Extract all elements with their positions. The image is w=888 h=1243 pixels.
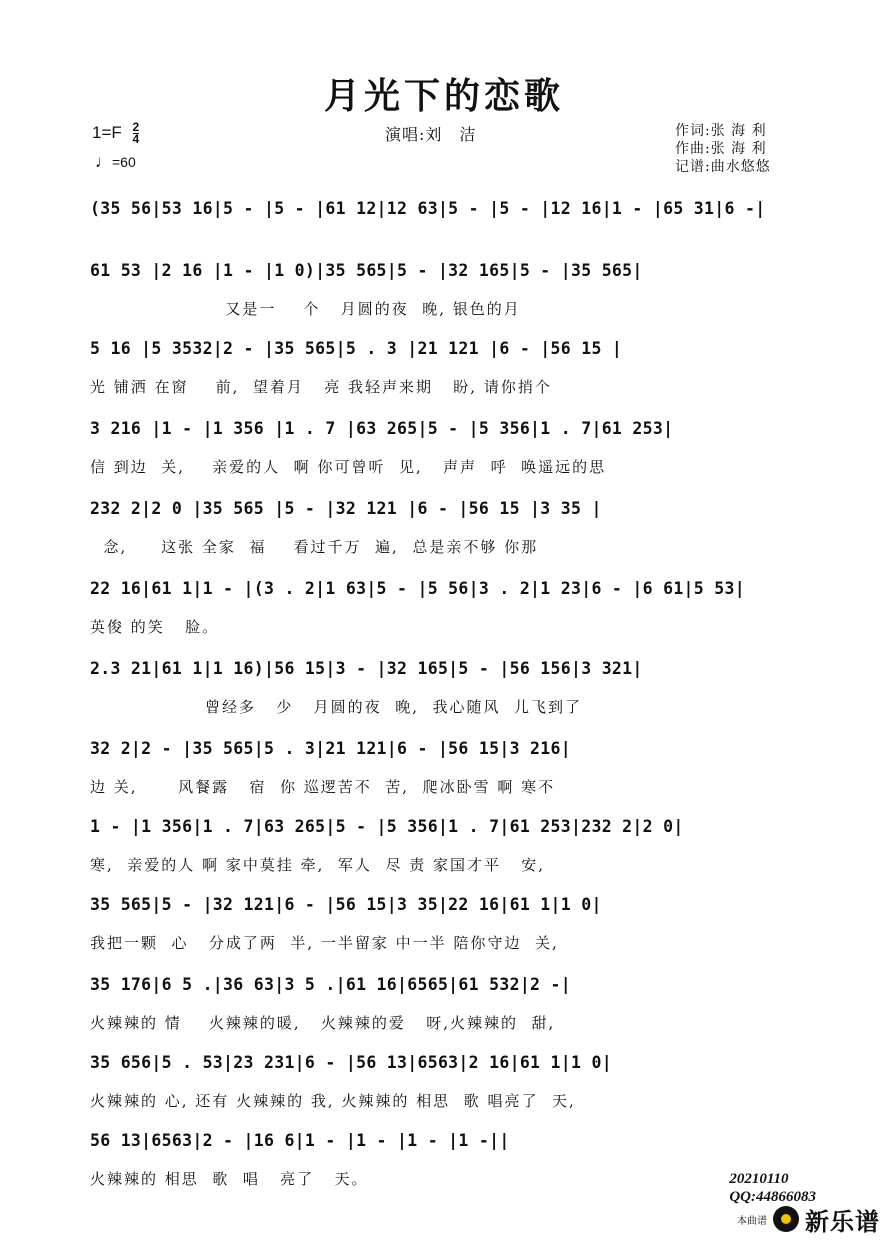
quarter-note-icon: ♩ (95, 152, 112, 171)
score-system (90, 332, 796, 398)
qq-contact: QQ:44866083 (729, 1189, 816, 1205)
notation-line: 56 13|6563|2 - |16 6|1 - |1 - |1 - |1 -|| (90, 1131, 510, 1150)
score-system (90, 1124, 796, 1190)
lyric-line: 光 铺洒 在窗 前, 望着月 亮 我轻声来期 盼, 请你捎个 (90, 378, 552, 396)
lyric-line: 又是一 个 月圆的夜 晚, 银色的月 (90, 300, 521, 318)
key-signature (92, 122, 139, 145)
meter-numerator: 2 (132, 120, 140, 134)
score-system (90, 810, 796, 876)
notation-line: 32 2|2 - |35 565|5 . 3|21 121|6 - |56 15|3 216| (90, 739, 571, 758)
notation-line: 232 2|2 0 |35 565 |5 - |32 121 |6 - |56 15 |3 35 | (90, 499, 602, 518)
lyric-line: 边 关, 风餐露 宿 你 巡逻苦不 苦, 爬冰卧雪 啊 寒不 (90, 778, 556, 796)
lyric-line: 火辣辣的 心, 还有 火辣辣的 我, 火辣辣的 相思 歌 唱亮了 天, (90, 1092, 576, 1110)
notation-line: 35 565|5 - |32 121|6 - |56 15|3 35|22 16|61 1|1 0| (90, 895, 602, 914)
key-label: 1=F (92, 122, 122, 142)
tempo-value: =60 (112, 154, 136, 170)
lyricist-credit: 作词:张 海 利 (675, 123, 767, 139)
notation-line: 5 16 |5 3532|2 - |35 565|5 . 3 |21 121 |6 - |56 15 | (90, 339, 623, 358)
notation-line: 3 216 |1 - |1 356 |1 . 7 |63 265|5 - |5 356|1 . 7|61 253| (90, 419, 674, 438)
lyric-line: 英俊 的笑 脸。 (90, 618, 220, 636)
score-system (90, 968, 796, 1034)
lyric-line: 曾经多 少 月圆的夜 晚, 我心随风 儿飞到了 (90, 698, 583, 716)
time-signature (133, 122, 140, 145)
credits-block (675, 122, 771, 176)
notation-line: 35 176|6 5 .|36 63|3 5 .|61 16|6565|61 532|2 -| (90, 975, 571, 994)
score-system (90, 192, 796, 258)
score-system (90, 572, 796, 638)
score-system (90, 412, 796, 478)
notation-line: 22 16|61 1|1 - |(3 . 2|1 63|5 - |5 56|3 . 2|1 23|6 - |6 61|5 53| (90, 579, 745, 598)
singer-credit: 演唱:刘 洁 (385, 125, 477, 144)
lyric-line: 火辣辣的 相思 歌 唱 亮了 天。 (90, 1170, 369, 1188)
lyric-line: 我把一颗 心 分成了两 半, 一半留家 中一半 陪你守边 关, (90, 934, 559, 952)
record-logo-icon (773, 1206, 799, 1232)
score-system (90, 1046, 796, 1112)
date-stamp: 20210110 (729, 1171, 789, 1187)
brand-prefix: 本曲谱 (737, 1215, 767, 1227)
footer-info (729, 1170, 816, 1206)
lyric-line: 念, 这张 全家 福 看过千万 遍, 总是亲不够 你那 (90, 538, 539, 556)
composer-credit: 作曲:张 海 利 (675, 141, 767, 157)
score-system (90, 492, 796, 558)
score-system (90, 254, 796, 320)
score-system (90, 732, 796, 798)
notation-line: 1 - |1 356|1 . 7|63 265|5 - |5 356|1 . 7|61 253|232 2|2 0| (90, 817, 684, 836)
brand-name: 新乐谱 (805, 1207, 880, 1236)
notation-line: 35 656|5 . 53|23 231|6 - |56 13|6563|2 16|61 1|1 0| (90, 1053, 612, 1072)
meter-denominator: 4 (132, 132, 140, 146)
brand-watermark (737, 1203, 880, 1235)
score-system (90, 888, 796, 954)
notation-line: 2.3 21|61 1|1 16)|56 15|3 - |32 165|5 - |56 156|3 321| (90, 659, 643, 678)
tempo-marking (95, 152, 136, 172)
notation-line: 61 53 |2 16 |1 - |1 0)|35 565|5 - |32 165|5 - |35 565| (90, 261, 643, 280)
lyric-line: 寒, 亲爱的人 啊 家中莫挂 牵, 军人 尽 责 家国才平 安, (90, 856, 546, 874)
notation-line: (35 56|53 16|5 - |5 - |61 12|12 63|5 - |5 - |12 16|1 - |65 31|6 -| (90, 199, 766, 218)
lyric-line: 火辣辣的 情 火辣辣的暖, 火辣辣的爱 呀,火辣辣的 甜, (90, 1014, 556, 1032)
score-title: 月光下的恋歌 (323, 75, 564, 117)
transcriber-credit: 记谱:曲水悠悠 (675, 159, 771, 175)
score-system (90, 652, 796, 718)
lyric-line: 信 到边 关, 亲爱的人 啊 你可曾听 见, 声声 呼 唤遥远的思 (90, 458, 607, 476)
